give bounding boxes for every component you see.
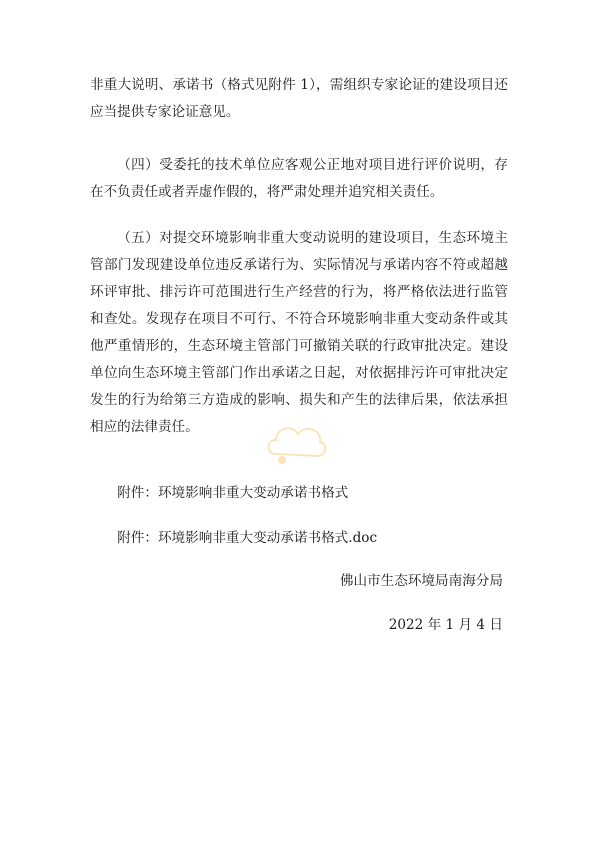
paragraph-continuation: 非重大说明、承诺书（格式见附件 1），需组织专家论证的建设项目还应当提供专家论证意见。 (90, 77, 508, 120)
issuing-organization: 佛山市生态环境局南海分局 (339, 573, 503, 589)
issue-date: 2022 年 1 月 4 日 (388, 617, 503, 633)
paragraph-item-4: （四）受委托的技术单位应客观公正地对项目进行评价说明，存在不负责任或者弄虚作假的，将严肃处理并追究相关责任。 (90, 157, 508, 200)
attachment-link[interactable]: 附件：环境影响非重大变动承诺书格式.doc (117, 530, 378, 546)
paragraph-item-5: （五）对提交环境影响非重大变动说明的建设项目，生态环境主管部门发现建设单位违反承诺行为、实际情况与承诺内容不符或超越环评审批、排污许可范围进行生产经营的行为，将严格依法进行监管和查处。发现存在项目不可行、不符合环境影响非重大变动条件或其他严重情形的，生态环境主管部门可撤销关联的行政审批决定。建设单位向生态环境主管部门作出承诺之日起，对依据排污许可审批决定发生的行为给第三方造成的影响、损失和产生的法律后果，依法承担相应的法律责任。 (90, 230, 508, 435)
attachment-label: 附件：环境影响非重大变动承诺书格式 (117, 485, 349, 501)
